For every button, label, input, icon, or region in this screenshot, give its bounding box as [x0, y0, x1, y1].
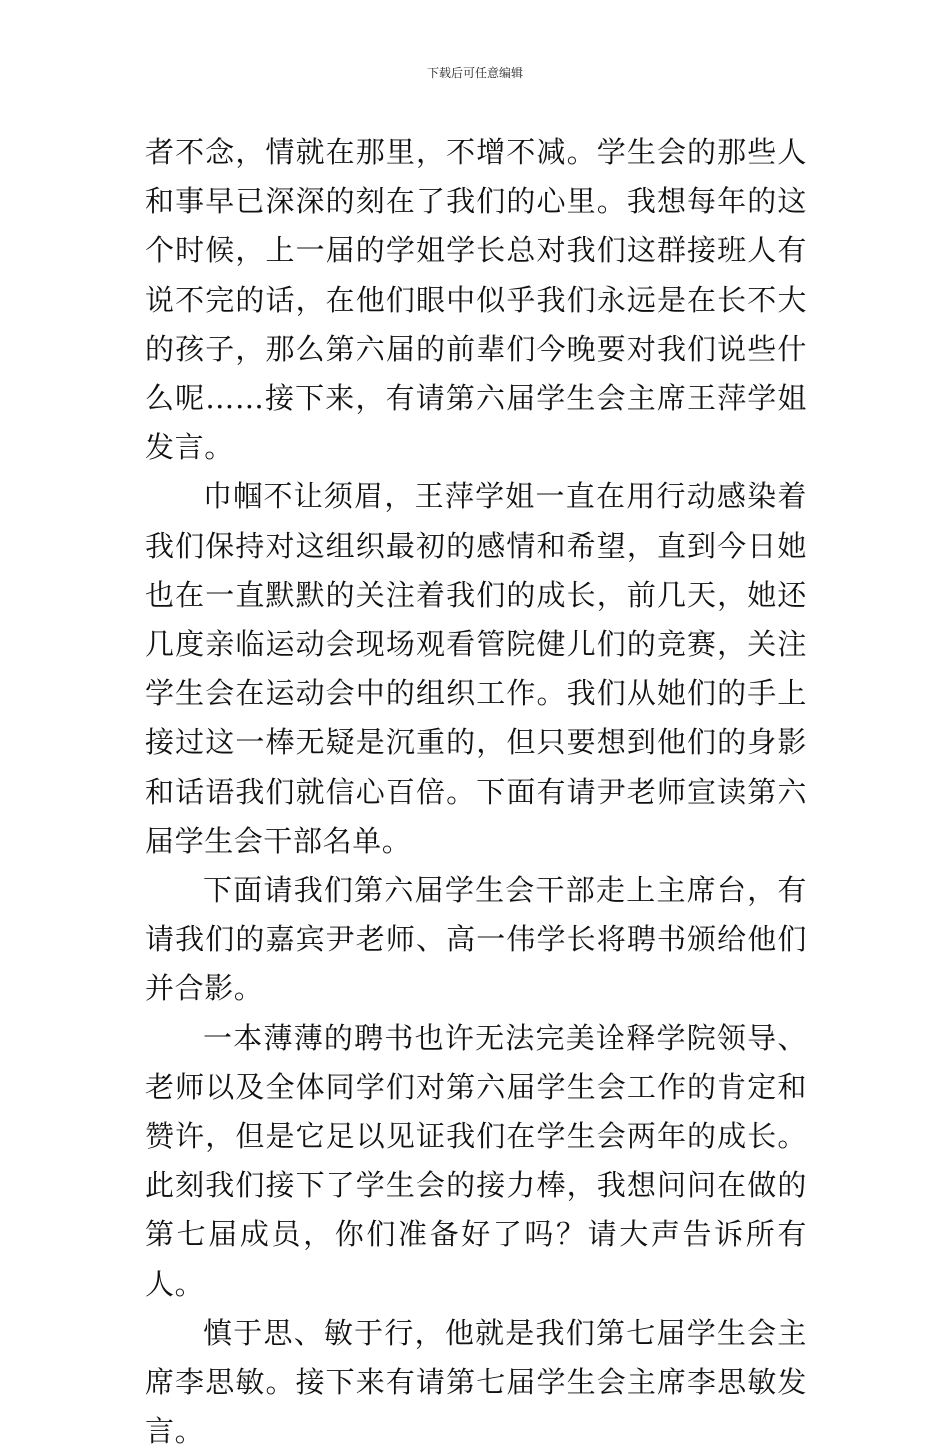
paragraph-4: 一本薄薄的聘书也许无法完美诠释学院领导、老师以及全体同学们对第六届学生会工作的肯定和赞许，但是它足以见证我们在学生会两年的成长。此刻我们接下了学生会的接力棒，我想问问在做的第七届成员，你们准备好了吗？请大声告诉所有人。: [145, 1020, 807, 1301]
paragraph-3: 下面请我们第六届学生会干部走上主席台，有请我们的嘉宾尹老师、高一伟学长将聘书颁给他们并合影。: [145, 873, 807, 1006]
page-header: 下载后可任意编辑: [426, 66, 523, 80]
document-body: [145, 128, 807, 1456]
paragraph-2: 巾帼不让须眉，王萍学姐一直在用行动感染着我们保持对这组织最初的感情和希望，直到今日她也在一直默默的关注着我们的成长，前几天，她还几度亲临运动会现场观看管院健儿们的竞赛，关注学生会在运动会中的组织工作。我们从她们的手上接过这一棒无疑是沉重的，但只要想到他们的身影和话语我们就信心百倍。下面有请尹老师宣读第六届学生会干部名单。: [145, 479, 807, 858]
paragraph-5: 慎于思、敏于行，他就是我们第七届学生会主席李思敏。接下来有请第七届学生会主席李思敏发言。: [145, 1315, 807, 1449]
paragraph-1: 者不念，情就在那里，不增不减。学生会的那些人和事早已深深的刻在了我们的心里。我想每年的这个时候，上一届的学姐学长总对我们这群接班人有说不完的话，在他们眼中似乎我们永远是在长不大的孩子，那么第六届的前辈们今晚要对我们说些什么呢……接下来，有请第六届学生会主席王萍学姐发言。: [145, 135, 807, 465]
